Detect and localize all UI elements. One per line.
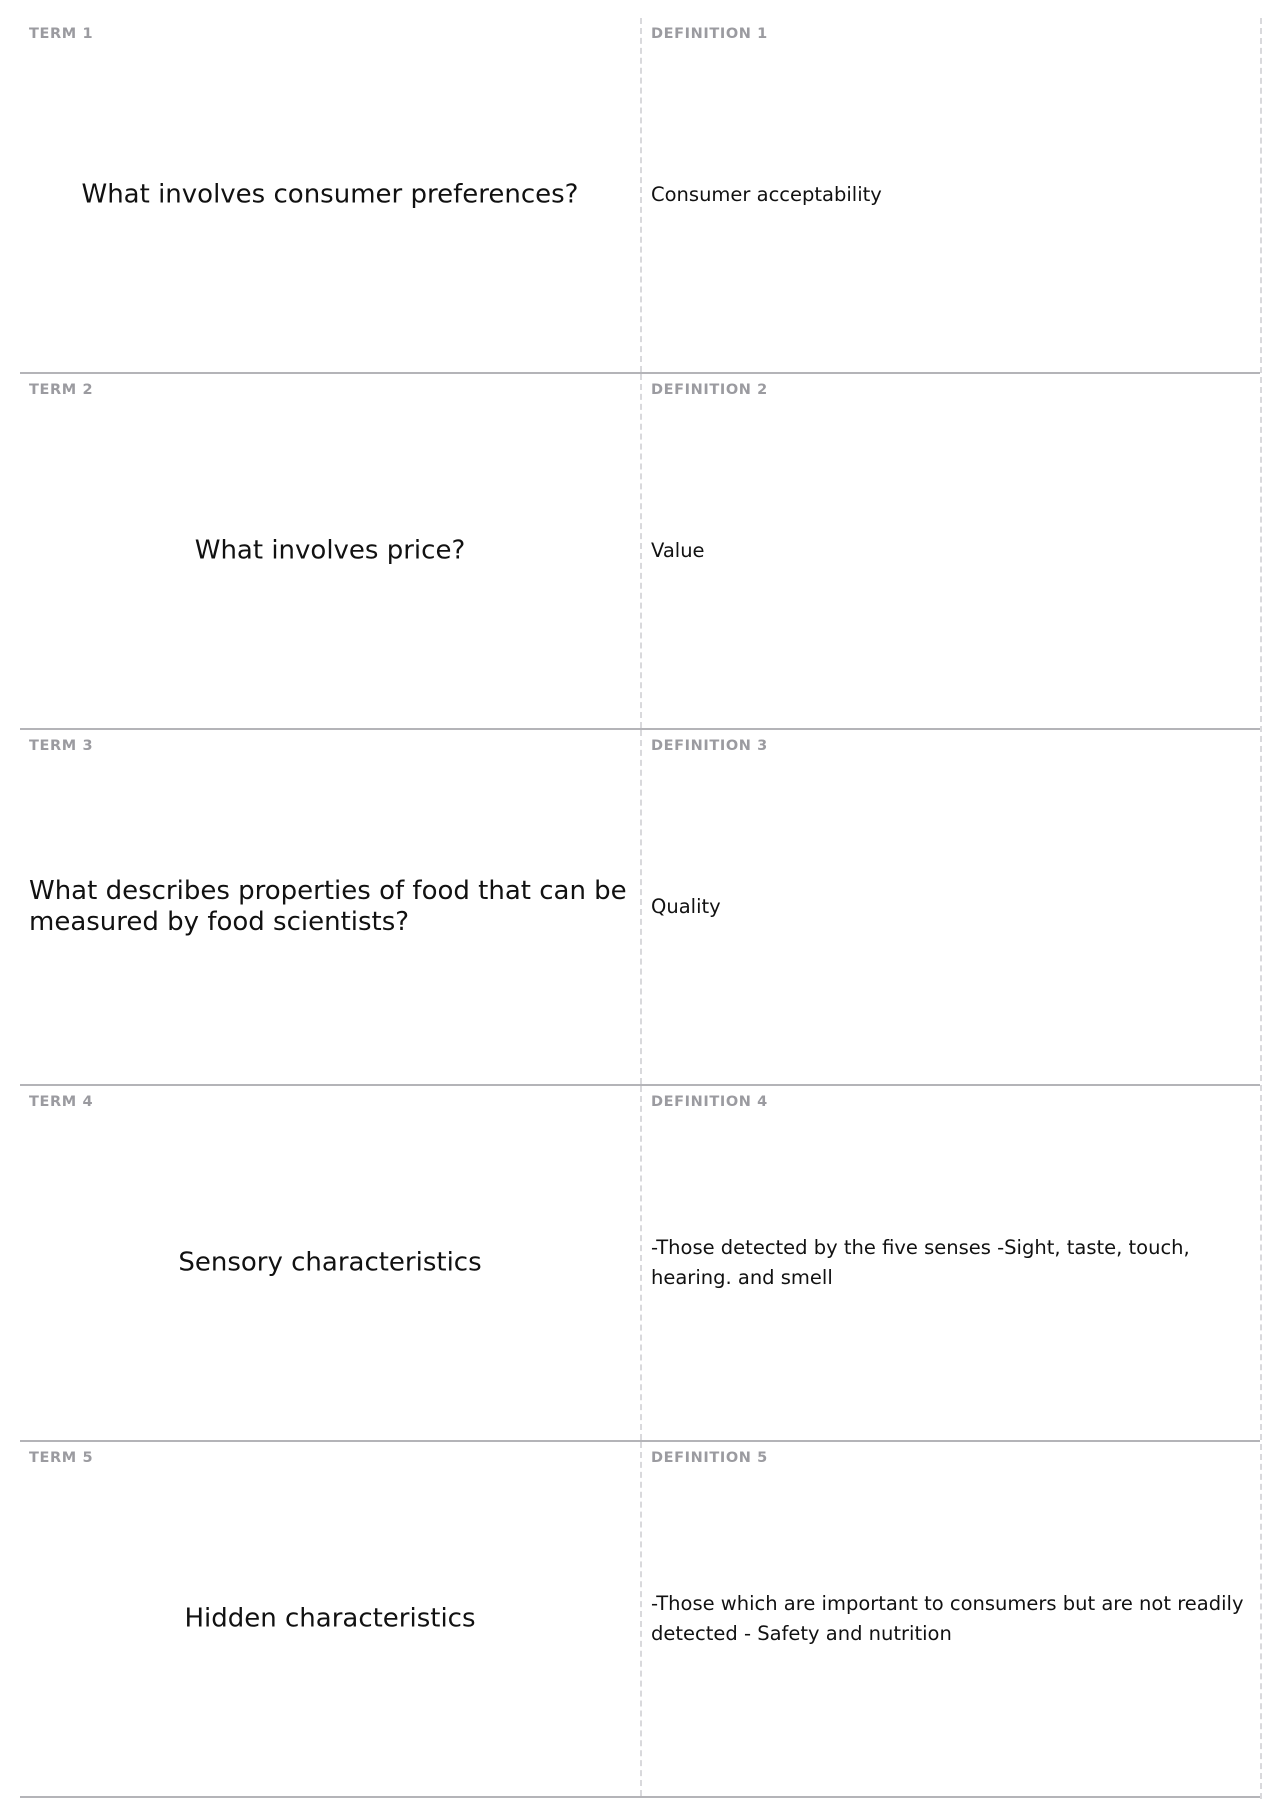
flashcard-row-4 — [20, 1086, 1260, 1442]
definition-text-3: Quality — [651, 895, 721, 918]
flashcard-row-5 — [20, 1442, 1260, 1798]
term-cell-4 — [20, 1086, 642, 1440]
definition-label-2: DEFINITION 2 — [651, 382, 768, 398]
term-label-4: TERM 4 — [29, 1094, 94, 1110]
flashcard-row-1 — [20, 18, 1260, 374]
term-cell-2 — [20, 374, 642, 728]
definition-cell-3 — [642, 730, 1260, 1084]
definition-label-1: DEFINITION 1 — [651, 26, 768, 42]
definition-label-5: DEFINITION 5 — [651, 1450, 768, 1466]
flashcard-sheet — [20, 18, 1262, 1799]
definition-cell-1 — [642, 18, 1260, 372]
term-text-5: Hidden characteristics — [184, 1603, 476, 1634]
definition-label-3: DEFINITION 3 — [651, 738, 768, 754]
definition-cell-5 — [642, 1442, 1260, 1796]
definition-cell-4 — [642, 1086, 1260, 1440]
term-label-2: TERM 2 — [29, 382, 94, 398]
flashcard-row-2 — [20, 374, 1260, 730]
term-cell-5 — [20, 1442, 642, 1796]
definition-text-2: Value — [651, 539, 705, 562]
term-text-1: What involves consumer preferences? — [81, 179, 579, 210]
flashcard-row-3 — [20, 730, 1260, 1086]
term-label-1: TERM 1 — [29, 26, 94, 42]
term-cell-1 — [20, 18, 642, 372]
term-text-4: Sensory characteristics — [178, 1247, 482, 1278]
term-label-5: TERM 5 — [29, 1450, 94, 1466]
definition-text-1: Consumer acceptability — [651, 183, 882, 206]
definition-text-4: -Those detected by the five senses -Sight, taste, touch, hearing. and smell — [651, 1236, 1190, 1289]
term-cell-3 — [20, 730, 642, 1084]
definition-cell-2 — [642, 374, 1260, 728]
definition-text-5: -Those which are important to consumers but are not readily detected - Safety and nutrition — [651, 1592, 1244, 1645]
definition-label-4: DEFINITION 4 — [651, 1094, 768, 1110]
term-text-3: What describes properties of food that can be measured by food scientists? — [29, 876, 627, 937]
term-label-3: TERM 3 — [29, 738, 94, 754]
term-text-2: What involves price? — [194, 535, 466, 566]
